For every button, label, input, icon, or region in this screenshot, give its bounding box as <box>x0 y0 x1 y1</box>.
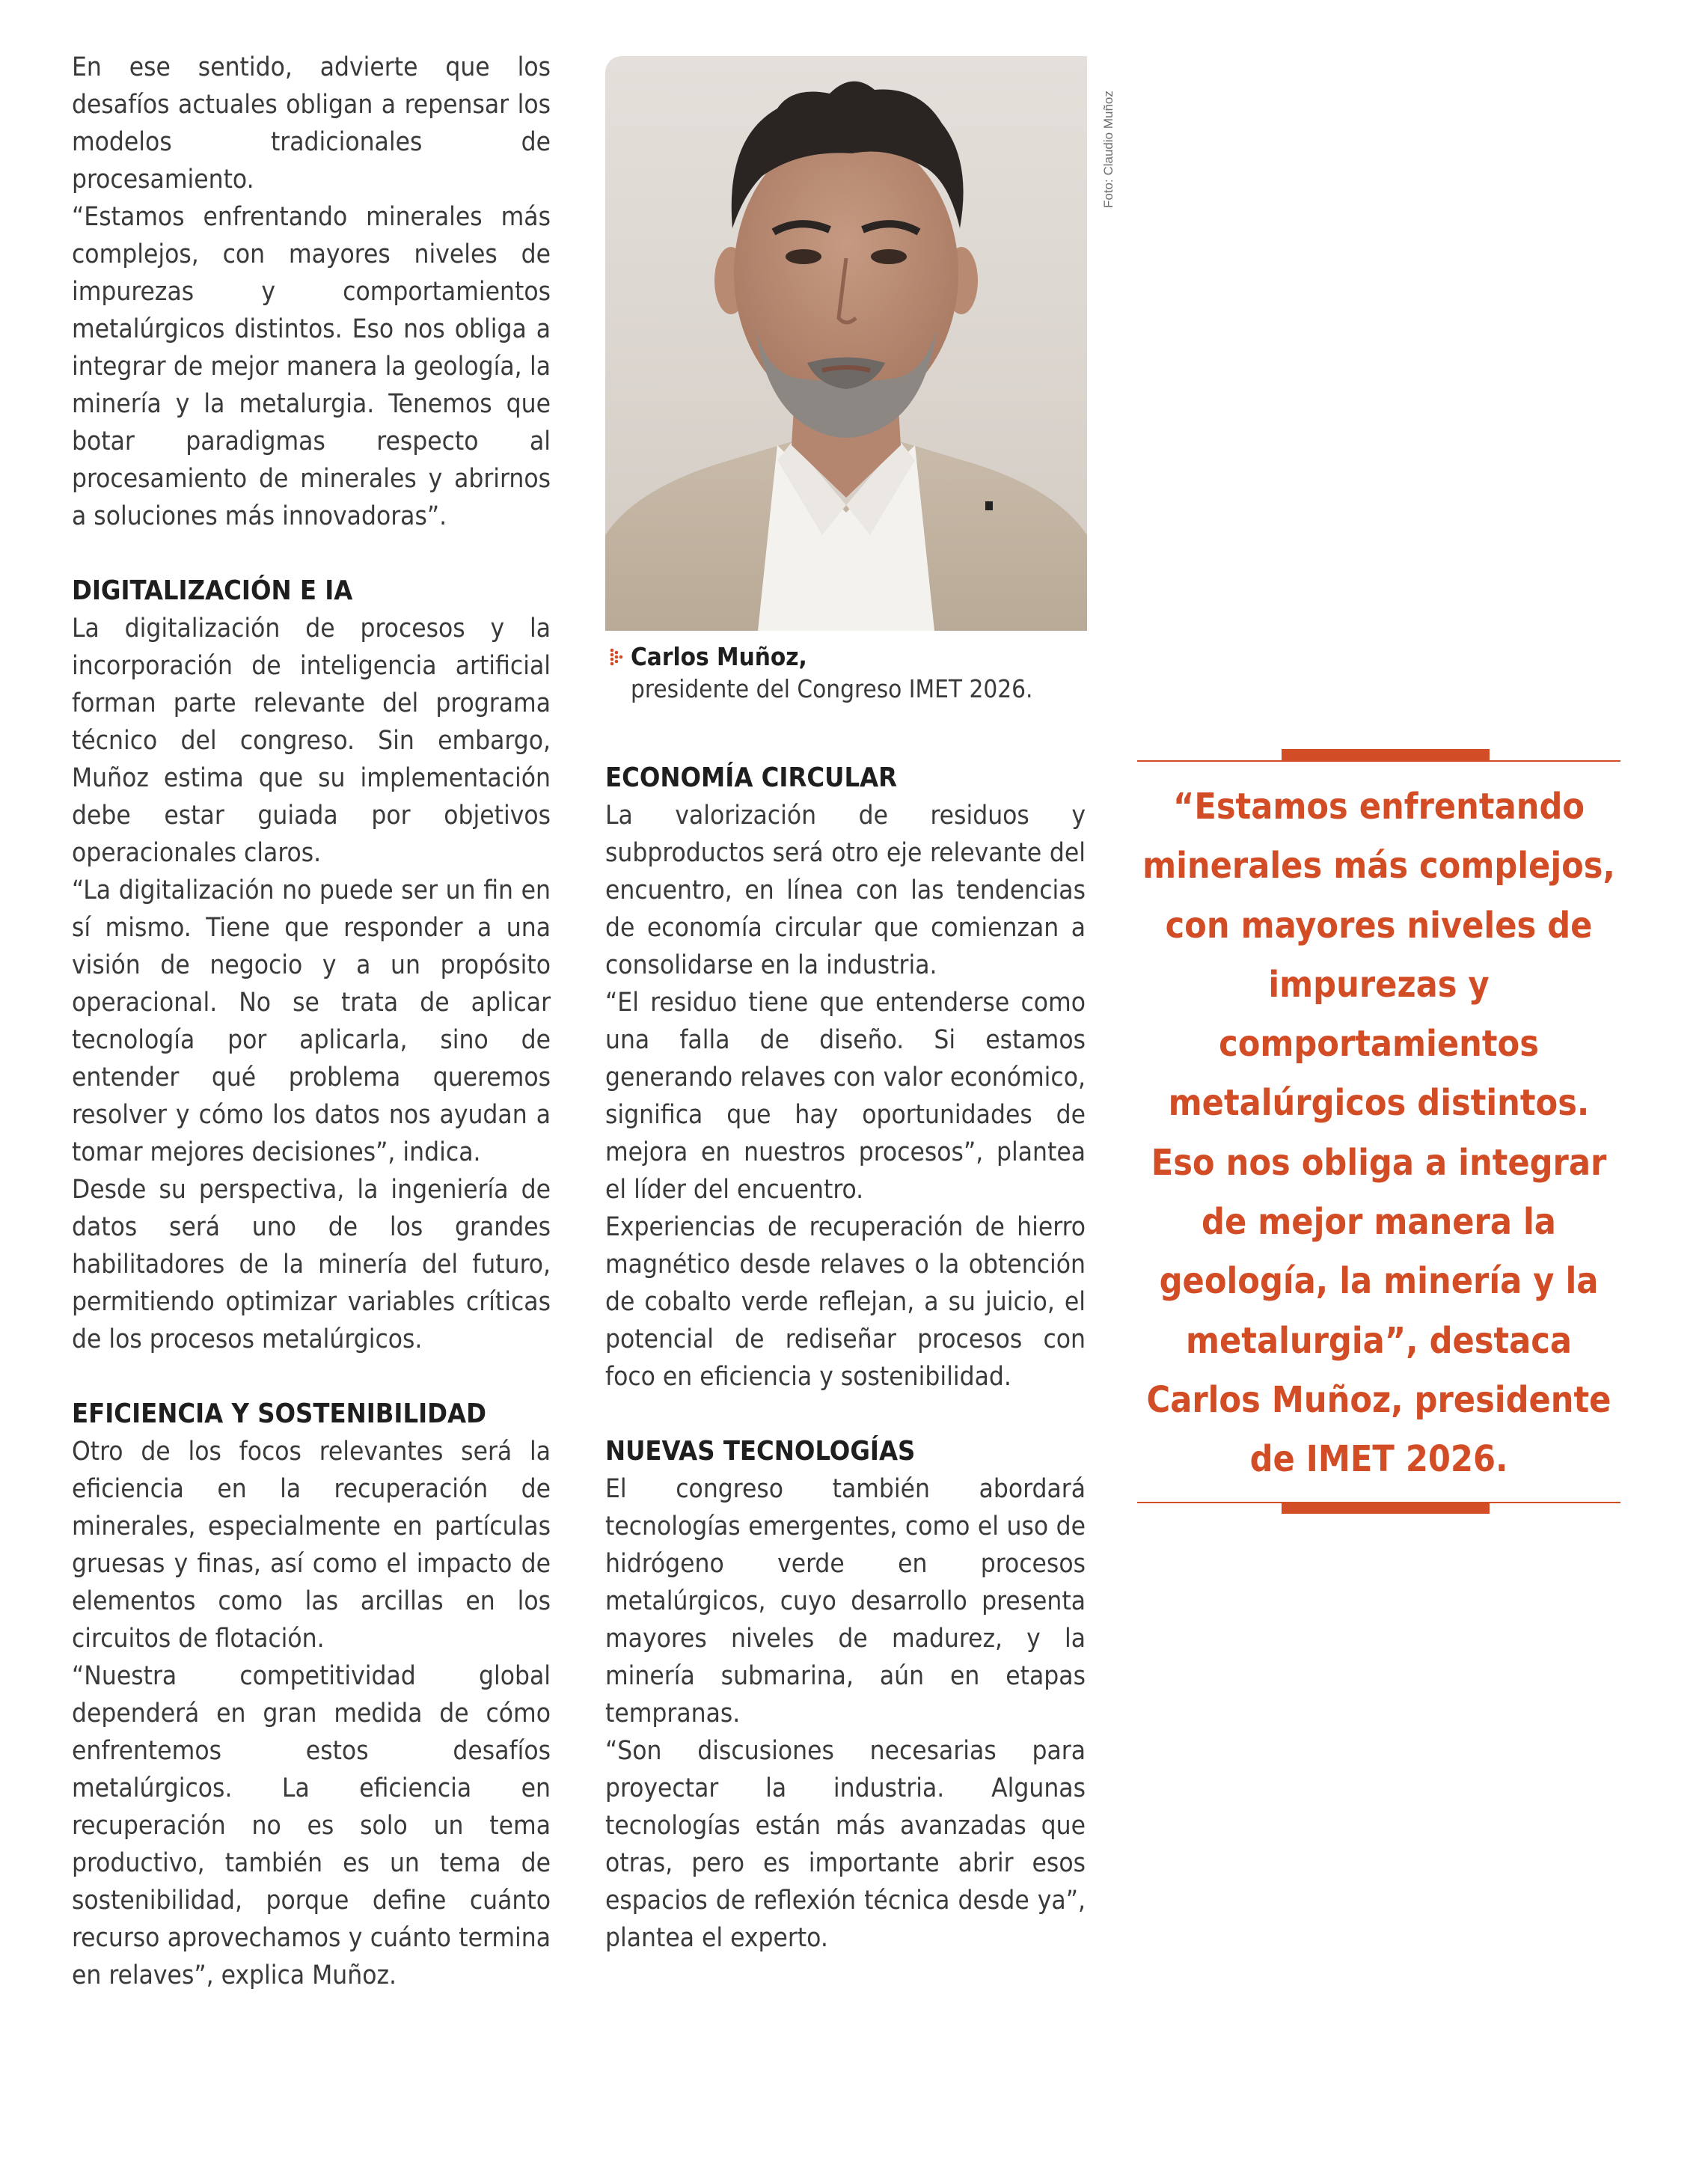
pull-quote-bottom-bar <box>1282 1502 1490 1514</box>
article-paragraph: En ese sentido, advierte que los desafíos actuales obligan a repensar los modelos tradicionales de procesamiento. <box>72 52 551 195</box>
article-paragraph: “Nuestra competitividad global dependerá en gran medida de cómo enfrentemos estos desafíos metalúrgicos. La eficiencia en recuperación no es solo un tema productivo, también es un tema de sostenibilidad, porque define cuánto recurso aprovechamos y cuánto termina en relaves”, explica Muñoz. <box>72 1661 551 1990</box>
article-paragraph: “Son discusiones necesarias para proyectar la industria. Algunas tecnologías están más avanzadas que otras, pero es importante abrir esos espacios de reflexión técnica desde ya”, plantea el experto. <box>605 1736 1086 1953</box>
article-column-middle <box>605 759 1086 1957</box>
paragraph-spacer <box>72 1358 551 1396</box>
portrait-illustration <box>605 56 1087 631</box>
article-paragraph: La digitalización de procesos y la incorporación de inteligencia artificial forman parte relevante del programa técnico del congreso. Sin embargo, Muñoz estima que su implementación debe estar guiada por objetivos operacionales claros. <box>72 614 551 868</box>
article-paragraph: El congreso también abordará tecnologías emergentes, como el uso de hidrógeno verde en procesos metalúrgicos, cuyo desarrollo presenta mayores niveles de madurez, y la minería submarina, aún en etapas tempranas. <box>605 1474 1086 1729</box>
caption-bullet-icon <box>610 648 625 667</box>
pull-quote-text: “Estamos enfrentando minerales más complejos, con mayores niveles de impurezas y comportamientos metalúrgicos distintos. Eso nos obliga a integrar de mejor manera la geología, la minería y la metalurgia”, destaca Carlos Muñoz, presidente de IMET 2026. <box>1142 786 1615 1481</box>
article-paragraph: Experiencias de recuperación de hierro magnético desde relaves o la obtención de cobalto verde reflejan, a su juicio, el potencial de rediseñar procesos con foco en eficiencia y sostenibilidad. <box>605 1212 1086 1392</box>
photo-caption <box>610 641 1089 705</box>
paragraph-spacer <box>605 1396 1086 1433</box>
article-paragraph: “Estamos enfrentando minerales más complejos, con mayores niveles de impurezas y comportamientos metalúrgicos distintos. Eso nos obliga a integrar de mejor manera la geología, la minería y la metalurgia. Tenemos que botar paradigmas respecto al procesamiento de minerales y abrirnos a soluciones más innovadoras”. <box>72 202 551 531</box>
article-paragraph: Desde su perspectiva, la ingeniería de datos será uno de los grandes habilitadores de la minería del futuro, permitiendo optimizar variables críticas de los procesos metalúrgicos. <box>72 1175 551 1354</box>
photo-credit: Foto: Claudio Muñoz <box>1101 91 1115 208</box>
section-heading: DIGITALIZACIÓN E IA <box>72 575 353 606</box>
section-heading: NUEVAS TECNOLOGÍAS <box>605 1436 916 1467</box>
section-heading: ECONOMÍA CIRCULAR <box>605 762 898 793</box>
pull-quote-top-bar <box>1282 749 1490 761</box>
article-column-left <box>72 49 551 1994</box>
caption-role: presidente del Congreso IMET 2026. <box>631 674 1033 703</box>
article-paragraph: “El residuo tiene que entenderse como una falla de diseño. Si estamos generando relaves con valor económico, significa que hay oportunidades de mejora en nuestros procesos”, plantea el líder del encuentro. <box>605 988 1086 1205</box>
article-paragraph: Otro de los focos relevantes será la eficiencia en la recuperación de minerales, especialmente en partículas gruesas y finas, así como el impacto de elementos como las arcillas en los circuitos de flotación. <box>72 1437 551 1654</box>
caption-name: Carlos Muñoz, <box>631 642 807 671</box>
article-paragraph: La valorización de residuos y subproductos será otro eje relevante del encuentro, en línea con las tendencias de economía circular que comienzan a consolidarse en la industria. <box>605 801 1086 980</box>
pull-quote <box>1137 745 1620 1523</box>
paragraph-spacer <box>72 535 551 572</box>
section-heading: EFICIENCIA Y SOSTENIBILIDAD <box>72 1399 487 1429</box>
article-paragraph: “La digitalización no puede ser un fin en sí mismo. Tiene que responder a una visión de negocio y a un propósito operacional. No se trata de aplicar tecnología por aplicarla, sino de entender qué problema queremos resolver y cómo los datos nos ayudan a tomar mejores decisiones”, indica. <box>72 875 551 1167</box>
portrait-photo <box>605 56 1087 631</box>
